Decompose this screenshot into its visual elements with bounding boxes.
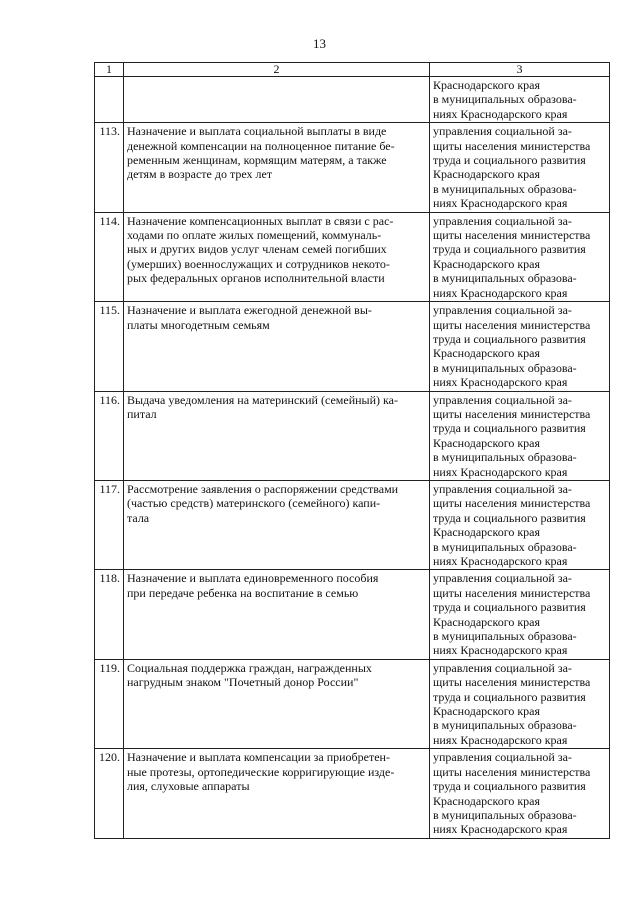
service-line: детям в возрасте до трех лет (127, 167, 273, 182)
agency-line: ниях Краснодарского края (433, 375, 568, 390)
agency-line: Краснодарского края (433, 704, 541, 719)
agency-line: ниях Краснодарского края (433, 822, 568, 837)
service-line: Назначение и выплата компенсации за приобретен- (127, 750, 390, 765)
agency-cell (430, 570, 610, 659)
table-row (95, 570, 610, 659)
service-cell (124, 570, 430, 659)
agency-line: ниях Краснодарского края (433, 106, 568, 121)
agency-line: управления социальной за- (433, 213, 572, 228)
agency-line: управления социальной за- (433, 303, 572, 318)
service-line: Назначение и выплата ежегодной денежной вы- (127, 303, 372, 318)
row-number: 113. (95, 123, 124, 212)
service-line: платы многодетным семьям (127, 317, 270, 332)
table-row (95, 391, 610, 480)
agency-line: управления социальной за- (433, 124, 572, 139)
service-line: Рассмотрение заявления о распоряжении средствами (127, 481, 399, 496)
column-header-agency: 3 (430, 63, 610, 77)
agency-line: труда и социального развития (433, 779, 586, 794)
service-line: Назначение и выплата единовременного пособия (127, 571, 379, 586)
row-number: 119. (95, 659, 124, 748)
agency-line: в муниципальных образова- (433, 629, 577, 644)
row-number: 118. (95, 570, 124, 659)
agency-line: Краснодарского края (433, 614, 541, 629)
row-number: 117. (95, 480, 124, 569)
agency-cell (430, 302, 610, 391)
agency-line: щиты населения министерства (433, 675, 591, 690)
agency-line: ниях Краснодарского края (433, 196, 568, 211)
agency-line: ниях Краснодарского края (433, 464, 568, 479)
agency-line: в муниципальных образова- (433, 360, 577, 375)
agency-cell (430, 123, 610, 212)
service-cell (124, 212, 430, 301)
agency-line: ниях Краснодарского края (433, 285, 568, 300)
service-cell (124, 659, 430, 748)
agency-line: труда и социального развития (433, 689, 586, 704)
agency-line: труда и социального развития (433, 510, 586, 525)
agency-line: управления социальной за- (433, 660, 572, 675)
agency-line: щиты населения министерства (433, 496, 591, 511)
agency-line: щиты населения министерства (433, 317, 591, 332)
service-cell (124, 77, 430, 123)
table-row (95, 749, 610, 838)
agency-line: в муниципальных образова- (433, 271, 577, 286)
agency-line: Краснодарского края (433, 78, 541, 92)
agency-line: управления социальной за- (433, 571, 572, 586)
services-table (94, 62, 610, 839)
agency-line: в муниципальных образова- (433, 807, 577, 822)
service-line: Выдача уведомления на материнский (семейный) ка- (127, 392, 398, 407)
agency-line: управления социальной за- (433, 750, 572, 765)
agency-line: в муниципальных образова- (433, 181, 577, 196)
agency-line: труда и социального развития (433, 153, 586, 168)
column-header-service: 2 (124, 63, 430, 77)
service-cell (124, 480, 430, 569)
agency-line: Краснодарского края (433, 167, 541, 182)
agency-line: в муниципальных образова- (433, 92, 577, 107)
service-line: денежной компенсации на полноценное питание бе- (127, 138, 395, 153)
row-number: 116. (95, 391, 124, 480)
service-line: лия, слуховые аппараты (127, 779, 250, 794)
table-header (95, 63, 610, 77)
agency-line: в муниципальных образова- (433, 539, 577, 554)
service-cell (124, 391, 430, 480)
agency-line: щиты населения министерства (433, 406, 591, 421)
service-line: ременным женщинам, кормящим матерям, а также (127, 153, 387, 168)
agency-line: труда и социального развития (433, 331, 586, 346)
agency-line: труда и социального развития (433, 600, 586, 615)
row-number: 115. (95, 302, 124, 391)
service-cell (124, 302, 430, 391)
agency-line: Краснодарского края (433, 435, 541, 450)
agency-line: в муниципальных образова- (433, 450, 577, 465)
service-line: Назначение компенсационных выплат в связи с рас- (127, 213, 394, 228)
service-line: тала (127, 510, 150, 525)
agency-line: ниях Краснодарского края (433, 643, 568, 658)
service-cell (124, 123, 430, 212)
service-line: Социальная поддержка граждан, награжденных (127, 660, 372, 675)
table-row (95, 480, 610, 569)
agency-line: управления социальной за- (433, 481, 572, 496)
agency-cell (430, 659, 610, 748)
agency-line: щиты населения министерства (433, 138, 591, 153)
service-line: Назначение и выплата социальной выплаты в виде (127, 124, 387, 139)
agency-line: Краснодарского края (433, 525, 541, 540)
agency-line: щиты населения министерства (433, 585, 591, 600)
continuation-row (95, 77, 610, 123)
agency-line: щиты населения министерства (433, 228, 591, 243)
service-line: (умерших) военнослужащих и сотрудников некото- (127, 256, 390, 271)
service-line: ных и других видов услуг членам семей погибших (127, 242, 387, 257)
agency-cell (430, 391, 610, 480)
column-header-number: 1 (95, 63, 124, 77)
service-line: рых федеральных органов исполнительной власти (127, 271, 385, 286)
service-line: ходами по оплате жилых помещений, коммуналь- (127, 228, 382, 243)
agency-line: Краснодарского края (433, 793, 541, 808)
table-row (95, 302, 610, 391)
agency-line: ниях Краснодарского края (433, 554, 568, 568)
agency-line: в муниципальных образова- (433, 718, 577, 733)
header-row (95, 63, 610, 77)
service-line: ные протезы, ортопедические корригирующие изде- (127, 764, 395, 779)
table-row (95, 659, 610, 748)
agency-cell (430, 480, 610, 569)
agency-line: Краснодарского края (433, 346, 541, 361)
table-row (95, 212, 610, 301)
agency-line: труда и социального развития (433, 242, 586, 257)
table-body (95, 77, 610, 839)
row-number: 114. (95, 212, 124, 301)
service-cell (124, 749, 430, 838)
agency-cell (430, 212, 610, 301)
agency-cell (430, 77, 610, 123)
agency-line: ниях Краснодарского края (433, 732, 568, 747)
agency-line: Краснодарского края (433, 256, 541, 271)
agency-cell (430, 749, 610, 838)
agency-line: управления социальной за- (433, 392, 572, 407)
row-number: 120. (95, 749, 124, 838)
service-line: при передаче ребенка на воспитание в семью (127, 585, 359, 600)
service-line: питал (127, 406, 157, 421)
table-row (95, 123, 610, 212)
agency-line: щиты населения министерства (433, 764, 591, 779)
service-line: нагрудным знаком "Почетный донор России" (127, 675, 359, 690)
service-line: (частью средств) материнского (семейного) капи- (127, 496, 381, 511)
page-number: 13 (313, 36, 326, 51)
row-number (95, 77, 124, 123)
agency-line: труда и социального развития (433, 421, 586, 436)
